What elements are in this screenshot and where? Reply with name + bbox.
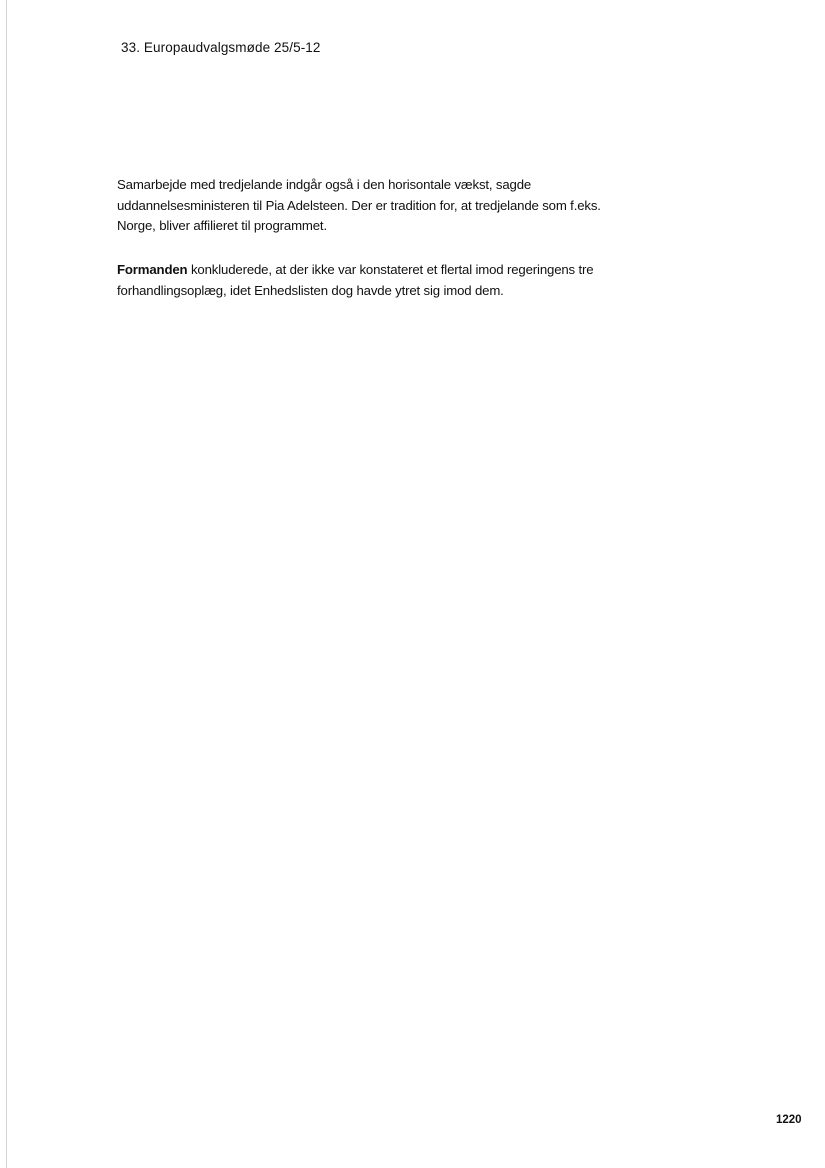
- paragraph-text: Samarbejde med tredjelande indgår også i den horisontale vækst, sagde uddannelsesministeren til Pia Adelsteen. Der er tradition for, at tredjelande som f.eks. Norge, bliver affilieret til programmet.: [117, 177, 601, 234]
- meeting-header: 33. Europaudvalgsmøde 25/5-12: [121, 40, 321, 55]
- scan-edge-line: [6, 0, 7, 1168]
- page-number: 1220: [776, 1114, 802, 1126]
- paragraph-text: konkluderede, at der ikke var konstateret et flertal imod regeringens tre forhandlingsoplæg, idet Enhedslisten dog havde ytret sig imod dem.: [117, 262, 594, 298]
- paragraph-third-countries: [117, 175, 617, 237]
- paragraph-conclusion: [117, 260, 617, 301]
- speaker-name: Formanden: [117, 262, 188, 278]
